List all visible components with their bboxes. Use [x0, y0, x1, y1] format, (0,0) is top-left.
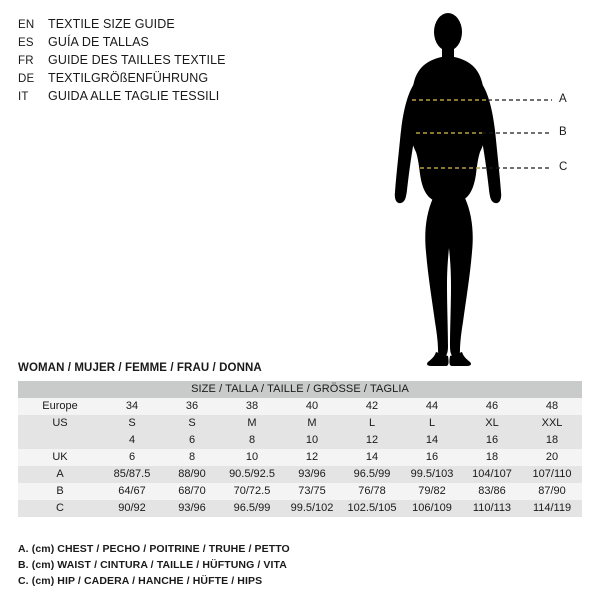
language-row	[18, 16, 318, 33]
row-label: US	[18, 415, 102, 432]
cell: 40	[282, 398, 342, 415]
cell: L	[342, 415, 402, 432]
row-label: Europe	[18, 398, 102, 415]
table-header-row	[18, 381, 582, 398]
language-text: TEXTILGRÖßENFÜHRUNG	[48, 71, 209, 85]
cell: 14	[342, 449, 402, 466]
section-title: WOMAN / MUJER / FEMME / FRAU / DONNA	[18, 362, 262, 374]
cell: 12	[282, 449, 342, 466]
cell: 73/75	[282, 483, 342, 500]
cell: 107/110	[522, 466, 582, 483]
table-row	[18, 432, 582, 449]
cell: 8	[222, 432, 282, 449]
body-figure	[330, 0, 600, 375]
table-header-label: SIZE / TALLA / TAILLE / GRÖSSE / TAGLIA	[18, 381, 582, 398]
language-row	[18, 70, 318, 87]
measure-label-c: C	[559, 161, 568, 173]
cell: L	[402, 415, 462, 432]
language-header	[18, 16, 318, 106]
cell: 96.5/99	[222, 500, 282, 517]
cell: 12	[342, 432, 402, 449]
cell: XXL	[522, 415, 582, 432]
cell: 44	[402, 398, 462, 415]
measure-label-b: B	[559, 126, 567, 138]
language-code: EN	[18, 19, 35, 31]
language-row	[18, 52, 318, 69]
table-row	[18, 398, 582, 415]
cell: 96.5/99	[342, 466, 402, 483]
cell: 14	[402, 432, 462, 449]
cell: 99.5/103	[402, 466, 462, 483]
table-row	[18, 449, 582, 466]
cell: 70/72.5	[222, 483, 282, 500]
cell: 90.5/92.5	[222, 466, 282, 483]
cell: 106/109	[402, 500, 462, 517]
cell: 36	[162, 398, 222, 415]
table-row	[18, 500, 582, 517]
size-table	[18, 381, 582, 517]
measure-label-a: A	[559, 93, 567, 105]
language-text: GUIDA ALLE TAGLIE TESSILI	[48, 89, 220, 103]
language-code: ES	[18, 37, 34, 49]
table-row	[18, 466, 582, 483]
measurement-legend	[18, 541, 582, 589]
language-text: TEXTILE SIZE GUIDE	[48, 17, 175, 31]
cell: S	[162, 415, 222, 432]
language-text: GUÍA DE TALLAS	[48, 35, 149, 49]
cell: 90/92	[102, 500, 162, 517]
cell: 42	[342, 398, 402, 415]
cell: 102.5/105	[342, 500, 402, 517]
cell: 83/86	[462, 483, 522, 500]
legend-line-b: B. (cm) WAIST / CINTURA / TAILLE / HÜFTUNG / VITA	[18, 559, 287, 571]
cell: 79/82	[402, 483, 462, 500]
language-row	[18, 34, 318, 51]
cell: 10	[222, 449, 282, 466]
cell: 104/107	[462, 466, 522, 483]
language-row	[18, 88, 318, 105]
table-row	[18, 415, 582, 432]
cell: 4	[102, 432, 162, 449]
row-label: UK	[18, 449, 102, 466]
cell: XL	[462, 415, 522, 432]
cell: 6	[162, 432, 222, 449]
cell: 93/96	[162, 500, 222, 517]
legend-line-c: C. (cm) HIP / CADERA / HANCHE / HÜFTE / HIPS	[18, 575, 263, 587]
cell: 68/70	[162, 483, 222, 500]
cell: 34	[102, 398, 162, 415]
cell: 88/90	[162, 466, 222, 483]
cell: 87/90	[522, 483, 582, 500]
cell: 99.5/102	[282, 500, 342, 517]
language-text: GUIDE DES TAILLES TEXTILE	[48, 53, 226, 67]
cell: 8	[162, 449, 222, 466]
language-code: DE	[18, 73, 35, 85]
cell: 46	[462, 398, 522, 415]
table-row	[18, 483, 582, 500]
cell: 85/87.5	[102, 466, 162, 483]
cell: 6	[102, 449, 162, 466]
cell: 18	[462, 449, 522, 466]
cell: 20	[522, 449, 582, 466]
cell: 64/67	[102, 483, 162, 500]
cell: 38	[222, 398, 282, 415]
language-code: IT	[18, 91, 29, 103]
cell: 16	[462, 432, 522, 449]
row-label	[18, 432, 102, 449]
cell: 48	[522, 398, 582, 415]
female-silhouette-icon	[330, 0, 600, 375]
cell: 18	[522, 432, 582, 449]
cell: 110/113	[462, 500, 522, 517]
row-label: B	[18, 483, 102, 500]
legend-line-a: A. (cm) CHEST / PECHO / POITRINE / TRUHE / PETTO	[18, 543, 290, 555]
cell: 10	[282, 432, 342, 449]
cell: S	[102, 415, 162, 432]
cell: 16	[402, 449, 462, 466]
row-label: C	[18, 500, 102, 517]
cell: 114/119	[522, 500, 582, 517]
cell: 93/96	[282, 466, 342, 483]
cell: 76/78	[342, 483, 402, 500]
cell: M	[222, 415, 282, 432]
row-label: A	[18, 466, 102, 483]
language-code: FR	[18, 55, 34, 67]
cell: M	[282, 415, 342, 432]
